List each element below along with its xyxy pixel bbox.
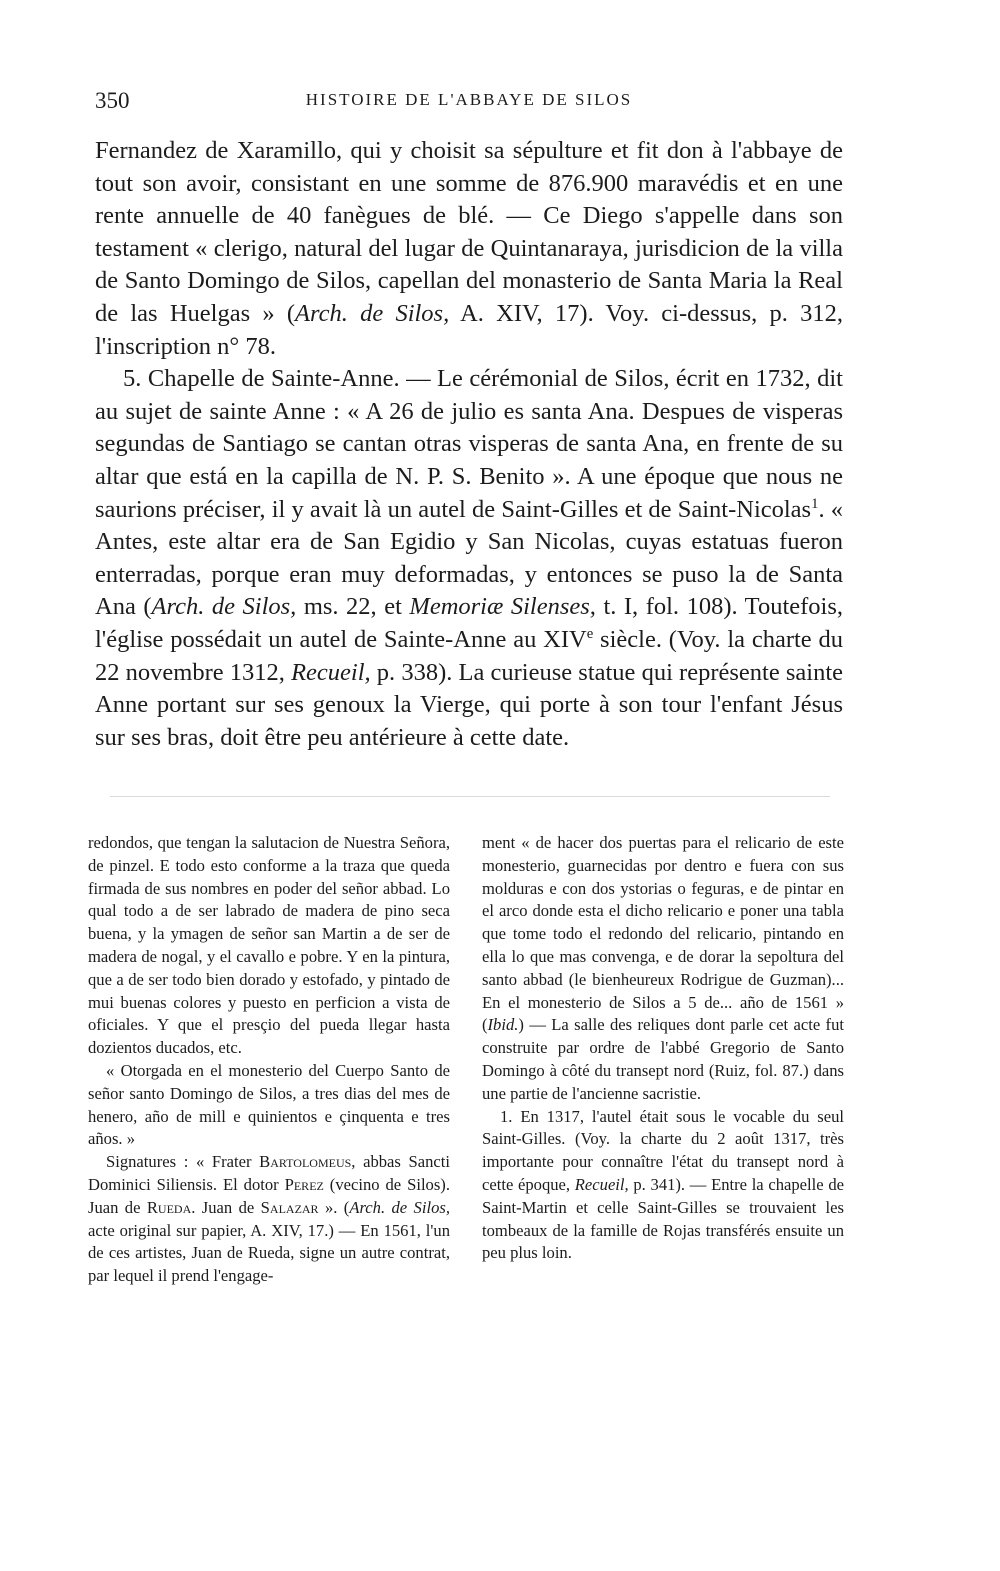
note-left-paragraph-1: redondos, que tengan la salutacion de Nuestra Señora, de pinzel. E todo esto conforme a la traza que queda firmada de sus nombres en poder del señor abbad. Lo qual todo a de ser labrado de madera de pino seca buena, y la ymagen de señor san Martin a de ser de madera de nogal, y el cavallo e pobre. Y en la pintura, que a de ser todo bien dorado y estofado, y pintado de mui buenas colores y puesto en perficion a vista de oficiales. Y que el presçio del pueda llegar hasta dozientos ducados, etc. <box>88 833 450 1058</box>
footnote-column-right <box>482 832 844 1288</box>
note-right-paragraph-1: ment « de hacer dos puertas para el relicario de este monesterio, guarnecidas por dentro e fuera con sus molduras e con dos ystorias o feguras, e de pintar en el arco donde esta el dicho relicario e poner una tabla que tome todo el redondo del relicario, pintando en ella lo que mas convenga, e de dorar la sepoltura del santo abbad (le bienheureux Rodrigue de Guzman)... En el monesterio de Silos a 5 de... año de 1561 » (Ibid.) — La salle des reliques dont parle cet acte fut construite par ordre de l'abbé Gregorio de Santo Domingo à côté du transept nord (Ruiz, fol. 87.) dans une partie de l'ancienne sacristie. <box>482 833 844 1103</box>
footnote-1: 1. En 1317, l'autel était sous le vocable du seul Saint-Gilles. (Voy. la charte du 2 août 1317, très importante pour connaître l'état du transept nord à cette époque, Recueil, p. 341). — Entre la chapelle de Saint-Martin et celle Saint-Gilles se trouvaient les tombeaux de la famille de Rojas transférés ensuite un peu plus loin. <box>482 1106 844 1263</box>
page-header <box>95 88 843 120</box>
footnote-marker: 1 <box>811 495 819 512</box>
footnote-column-left <box>88 832 450 1288</box>
note-left-paragraph-3: Signatures : « Frater Bartolomeus, abbas Sancti Dominici Siliensis. El dotor Perez (vecino de Silos). Juan de Rueda. Juan de Salazar ». (Arch. de Silos, acte original sur papier, A. XIV, 17.) — En 1561, l'un de ces artistes, Juan de Rueda, signe un autre contrat, par lequel il prend l'engage- <box>88 1152 450 1286</box>
main-paragraph-1: Fernandez de Xaramillo, qui y choisit sa sépulture et fit don à l'abbaye de tout son avoir, consistant en une somme de 876.900 maravédis et en une rente annuelle de 40 fanègues de blé. — Ce Diego s'appelle dans son testament « clerigo, natural del lugar de Quintanaraya, jurisdicion de la villa de Santo Domingo de Silos, capellan del monasterio de Santa Maria la Real de las Huelgas » (Arch. de Silos, A. XIV, 17). Voy. ci-dessus, p. 312, l'inscription n° 78. <box>95 137 843 360</box>
running-title: HISTOIRE DE L'ABBAYE DE SILOS <box>305 90 633 109</box>
footnote-separator <box>110 796 830 797</box>
main-paragraph-2: 5. Chapelle de Sainte-Anne. — Le cérémonial de Silos, écrit en 1732, dit au sujet de sainte Anne : « A 26 de julio es santa Ana. Despues de visperas segundas de Santiago se cantan otras visperas de santa Ana, en frente de su altar que está en la capilla de N. P. S. Benito ». A une époque que nous ne saurions préciser, il y avait là un autel de Saint-Gilles et de Saint-Nicolas$^1$. « Antes, este altar era de San Egidio y San Nicolas, cuyas estatuas fueron enterradas, porque eran muy deformadas, y entonces se puso la de Santa Ana (Arch. de Silos, ms. 22, et Memoriæ Silenses, t. I, fol. 108). Toutefois, l'église possédait un autel de Sainte-Anne au XIVe siècle. (Voy. la charte du 22 novembre 1312, Recueil, p. 338). La curieuse statue qui représente sainte Anne portant sur ses genoux la Vierge, qui porte à son tour l'enfant Jésus sur ses bras, doit être peu antérieure à cette date. <box>95 365 843 751</box>
main-text <box>95 135 843 754</box>
footnotes <box>88 832 844 1288</box>
note-left-paragraph-2: « Otorgada en el monesterio del Cuerpo Santo de señor santo Domingo de Silos, a tres dias del mes de henero, año de mill e quinientos e çinquenta e tres años. » <box>88 1060 450 1149</box>
page-number: 350 <box>95 88 130 113</box>
